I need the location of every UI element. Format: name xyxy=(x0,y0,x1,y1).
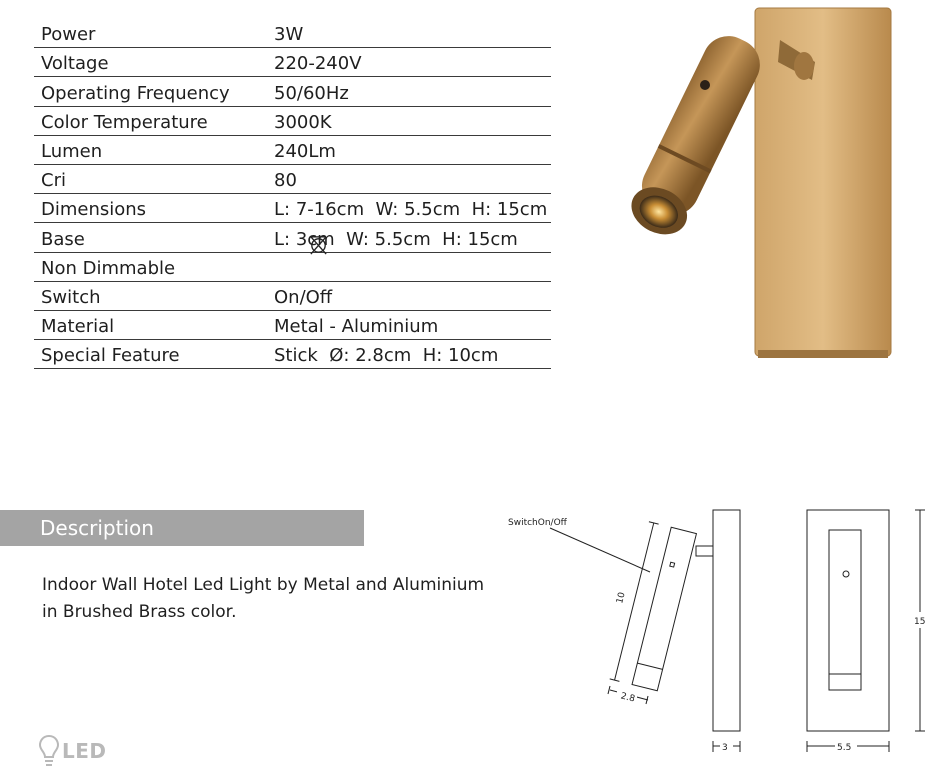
logo-text: LED xyxy=(62,739,107,763)
spec-row-non-dimmable xyxy=(34,253,551,282)
spec-row-switch xyxy=(34,282,551,311)
spec-value: L: 3cm W: 5.5cm H: 15cm xyxy=(274,228,518,250)
spec-value: 220-240V xyxy=(274,53,362,75)
non-dimmable-icon xyxy=(308,234,329,255)
spec-value: 240Lm xyxy=(274,140,336,162)
description-line: Indoor Wall Hotel Led Light by Metal and Aluminium xyxy=(42,575,485,595)
spec-value: 80 xyxy=(274,170,297,192)
spec-row-frequency xyxy=(34,77,551,106)
description-line: in Brushed Brass color. xyxy=(42,602,237,622)
description-heading: Description xyxy=(0,510,364,546)
spec-label: Base xyxy=(41,228,85,250)
spec-value: L: 7-16cm W: 5.5cm H: 15cm xyxy=(274,199,548,221)
spec-label: Dimensions xyxy=(41,199,147,221)
base-width-label: 5.5 xyxy=(837,743,852,753)
spec-label: Non Dimmable xyxy=(41,257,176,279)
stick-length-label: 10 xyxy=(615,591,628,605)
spec-row-color-temperature xyxy=(34,107,551,136)
description-text xyxy=(42,572,512,626)
spec-row-power xyxy=(34,19,551,48)
spec-value: On/Off xyxy=(274,286,333,308)
technical-drawing xyxy=(500,500,951,782)
spec-value: 3000K xyxy=(274,111,332,133)
spec-row-cri xyxy=(34,165,551,194)
base-depth-label: 3 xyxy=(722,743,728,753)
brand-logo xyxy=(38,734,107,768)
spec-label: Power xyxy=(41,24,96,46)
spec-label: Color Temperature xyxy=(41,111,208,133)
spec-label: Voltage xyxy=(41,53,109,75)
switch-label: SwitchOn/Off xyxy=(508,518,567,528)
spec-value xyxy=(267,212,551,280)
bulb-icon xyxy=(38,734,60,768)
spec-table xyxy=(34,19,551,369)
spec-label: Special Feature xyxy=(41,345,180,367)
spec-row-voltage xyxy=(34,48,551,77)
spec-row-material xyxy=(34,311,551,340)
spec-value: Metal - Aluminium xyxy=(274,316,439,338)
product-photo xyxy=(600,0,910,370)
height-label: 15 xyxy=(914,617,926,627)
spec-value: 50/60Hz xyxy=(274,82,349,104)
spec-label: Lumen xyxy=(41,140,103,162)
spec-row-special-feature xyxy=(34,340,551,369)
spec-label: Operating Frequency xyxy=(41,82,230,104)
spec-value: 3W xyxy=(274,24,304,46)
spec-label: Material xyxy=(41,316,115,338)
spec-value: Stick Ø: 2.8cm H: 10cm xyxy=(274,345,499,367)
spec-label: Switch xyxy=(41,286,101,308)
stick-diameter-label: 2.8 xyxy=(619,691,636,705)
spec-label: Cri xyxy=(41,170,66,192)
spec-row-lumen xyxy=(34,136,551,165)
